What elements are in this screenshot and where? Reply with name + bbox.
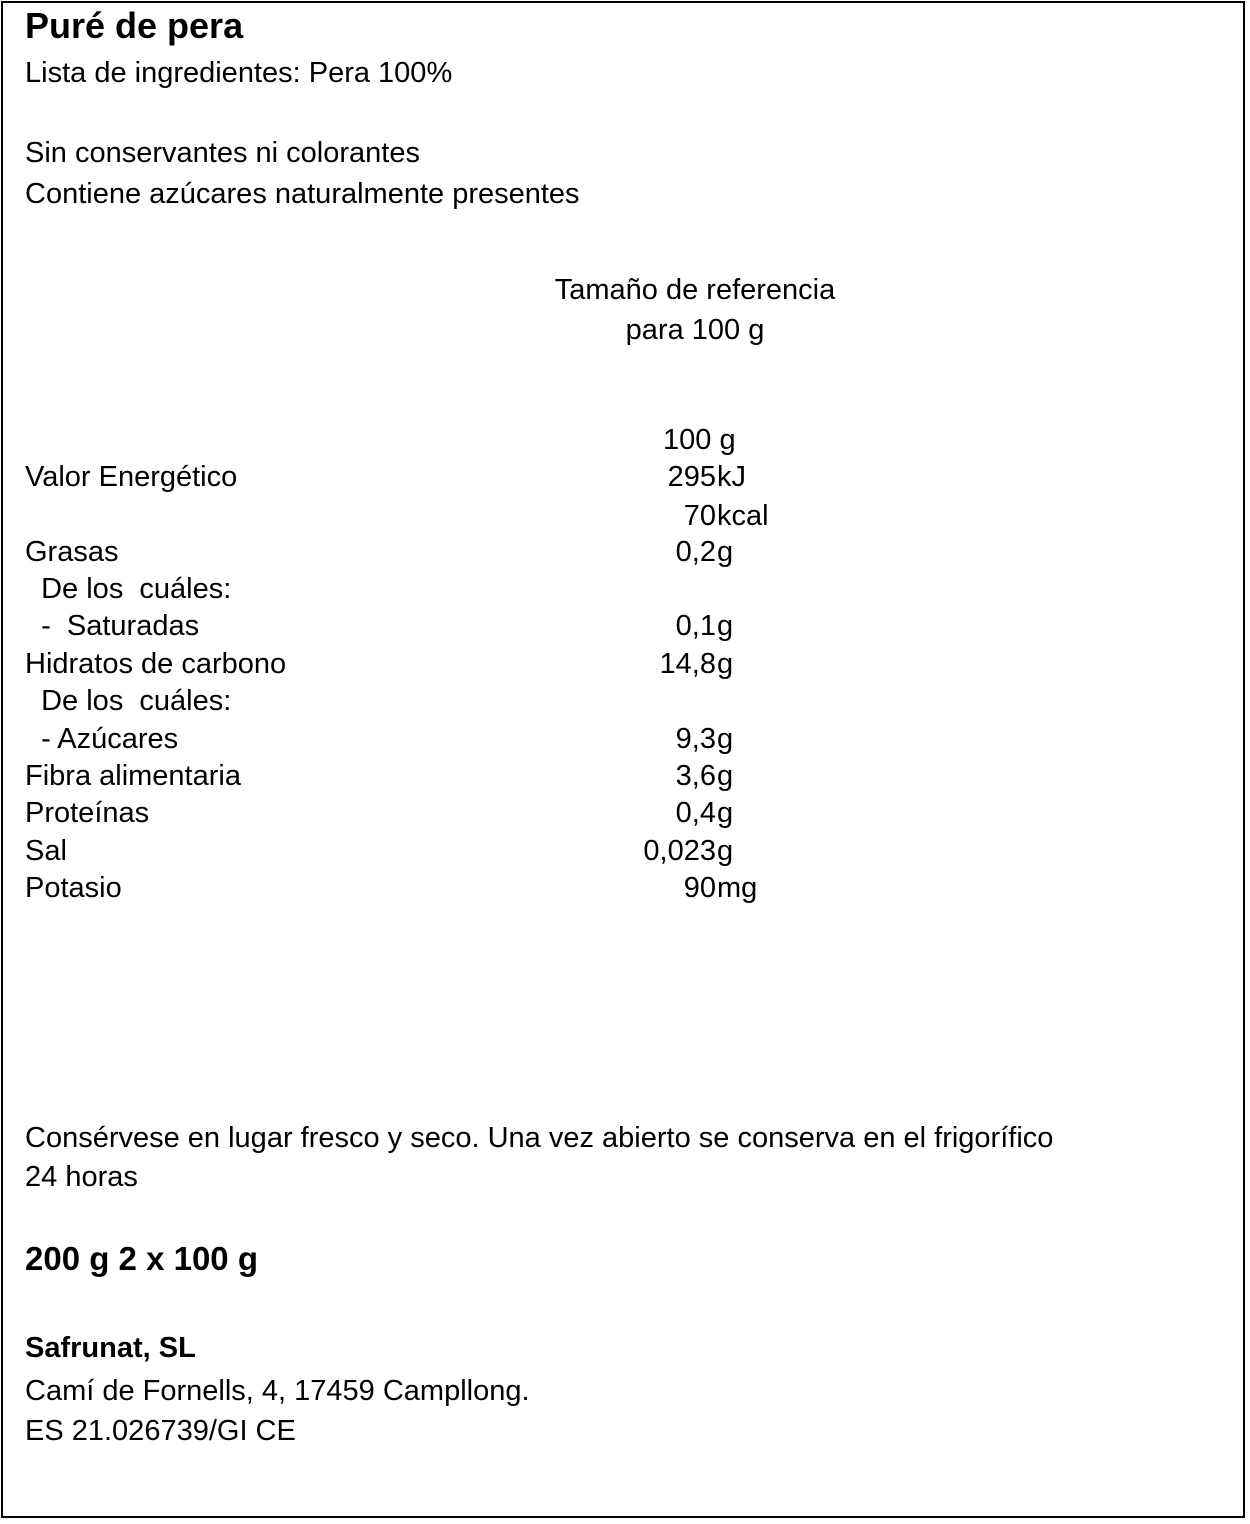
company-address: Camí de Fornells, 4, 17459 Campllong. bbox=[25, 1375, 530, 1407]
nutrient-value: 0,4 bbox=[675, 797, 716, 829]
nutrient-unit: g bbox=[717, 610, 734, 642]
reference-size-line-1: Tamaño de referencia bbox=[554, 274, 836, 306]
nutrient-unit: mg bbox=[717, 872, 758, 904]
nutrient-value: 3,6 bbox=[675, 760, 716, 792]
nutrient-label: - Azúcares bbox=[25, 723, 179, 755]
nutrient-value: 0,2 bbox=[675, 536, 716, 568]
nutrient-label: Proteínas bbox=[25, 797, 150, 829]
nutrient-unit: g bbox=[717, 648, 734, 680]
nutrient-unit: g bbox=[717, 835, 734, 867]
nutrient-unit: g bbox=[717, 536, 734, 568]
nutrient-label: Potasio bbox=[25, 872, 122, 904]
claim-no-preservatives: Sin conservantes ni colorantes bbox=[25, 137, 420, 169]
ingredients-list: Lista de ingredientes: Pera 100% bbox=[25, 57, 453, 89]
storage-instructions-line-2: 24 horas bbox=[25, 1161, 138, 1193]
nutrient-unit: g bbox=[717, 723, 734, 755]
product-title: Puré de pera bbox=[25, 5, 244, 46]
sanitary-registry: ES 21.026739/GI CE bbox=[25, 1415, 296, 1447]
nutrient-unit: g bbox=[717, 760, 734, 792]
nutrient-unit: g bbox=[717, 797, 734, 829]
nutrient-label: Sal bbox=[25, 835, 67, 867]
nutrition-column-header: 100 g bbox=[663, 424, 736, 456]
nutrient-label: Hidratos de carbono bbox=[25, 648, 287, 680]
nutrient-unit: kcal bbox=[717, 500, 769, 532]
nutrient-value: 9,3 bbox=[675, 723, 716, 755]
storage-instructions-line-1: Consérvese en lugar fresco y seco. Una vez abierto se conserva en el frigorífico bbox=[25, 1122, 1054, 1154]
reference-size-line-2: para 100 g bbox=[625, 314, 765, 346]
nutrient-label: De los cuáles: bbox=[25, 685, 232, 717]
claim-natural-sugars: Contiene azúcares naturalmente presentes bbox=[25, 178, 580, 210]
nutrient-label: Fibra alimentaria bbox=[25, 760, 241, 792]
company-name: Safrunat, SL bbox=[25, 1332, 196, 1364]
nutrient-value: 0,023 bbox=[643, 835, 716, 867]
nutrient-value: 295 bbox=[667, 461, 716, 493]
nutrient-value: 14,8 bbox=[659, 648, 716, 680]
nutrient-label: - Saturadas bbox=[25, 610, 200, 642]
nutrient-label: Valor Energético bbox=[25, 461, 238, 493]
nutrient-label: De los cuáles: bbox=[25, 573, 232, 605]
net-quantity: 200 g 2 x 100 g bbox=[25, 1240, 258, 1277]
nutrient-value: 70 bbox=[683, 500, 716, 532]
nutrient-label: Grasas bbox=[25, 536, 119, 568]
nutrient-value: 0,1 bbox=[675, 610, 716, 642]
nutrient-value: 90 bbox=[683, 872, 716, 904]
nutrient-unit: kJ bbox=[717, 461, 746, 493]
